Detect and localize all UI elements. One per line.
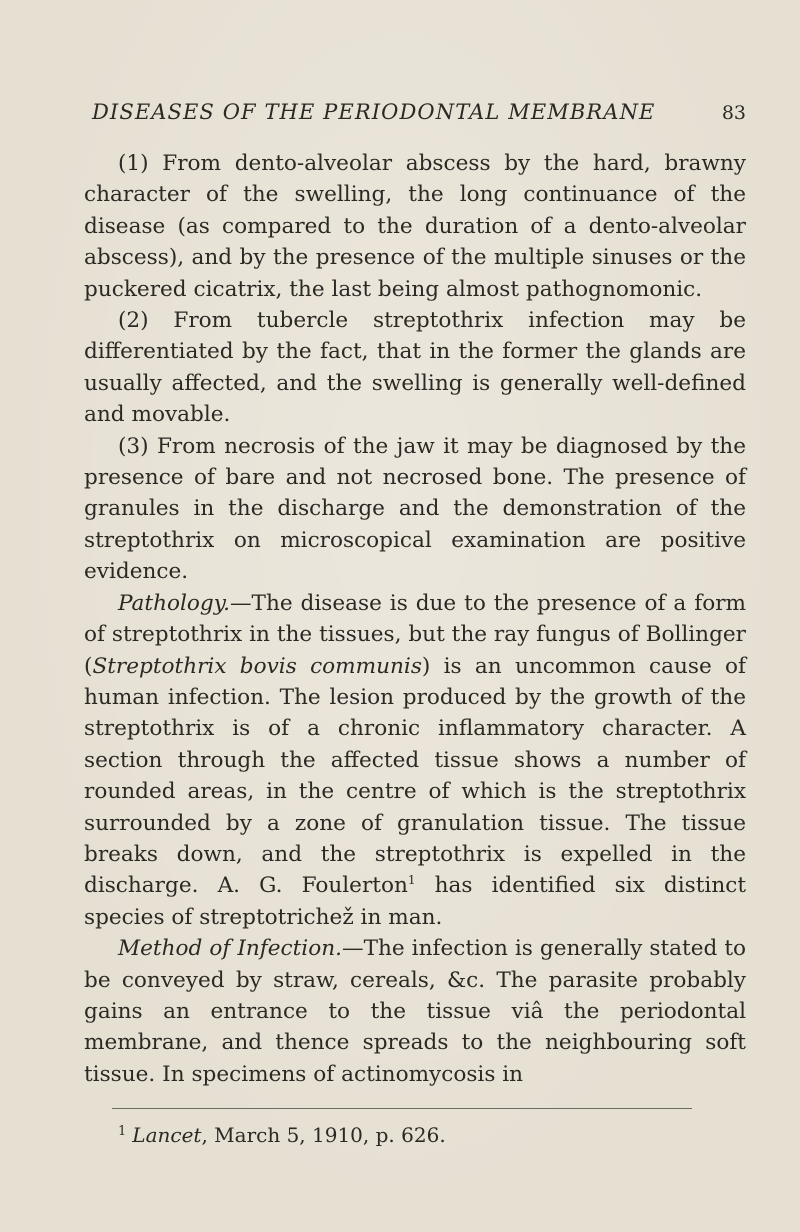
pathology-text-3: has identified six distinct species of streptotrichež in man. bbox=[84, 873, 747, 930]
body-text bbox=[84, 148, 746, 1090]
page-number: 83 bbox=[721, 102, 746, 124]
section-heading-method: Method of Infection. bbox=[118, 936, 342, 962]
paragraph-pathology bbox=[84, 588, 746, 933]
paragraph-dento-alveolar: (1) From dento-alveolar abscess by the hard, brawny character of the swelling, the long continuance of the disease (as compared to the duration of a dento-alveolar abscess), and by the presence of the multiple sinuses or the puckered cicatrix, the last being almost pathognomonic. bbox=[84, 151, 746, 302]
paragraph-tubercle: (2) From tubercle streptothrix infection may be differentiated by the fact, that in the former the glands are usually affected, and the swelling is generally well-defined and movable. bbox=[84, 308, 746, 428]
pathology-text-2: ) is an uncommon cause of human infection. The lesion produced by the growth of the streptothrix is of a chronic inflammatory character. A section through the affected tissue shows a number of rounded areas, in the centre of which is the streptothrix surrounded by a zone of granulation tissue. The tissue breaks down, and the streptothrix is expelled in the discharge. A. G. Foulerton bbox=[84, 653, 746, 899]
pathology-text-1: —The disease is due to the presence of a form of streptothrix in the tissues, but the ray fungus of Bollinger ( bbox=[84, 590, 746, 679]
paragraph-method-of-infection bbox=[84, 933, 746, 1090]
footnote-marker: 1 bbox=[118, 1123, 127, 1139]
section-heading-pathology: Pathology. bbox=[118, 590, 230, 616]
method-text: —The infection is generally stated to be conveyed by straw, cereals, &c. The parasite probably gains an entrance to the tissue viâ the periodontal membrane, and thence spreads to the neighbouring soft tissue. In specimens of actinomycosis in bbox=[84, 936, 746, 1087]
running-head-title: DISEASES OF THE PERIODONTAL MEMBRANE bbox=[92, 100, 656, 124]
footnote-citation: , March 5, 1910, p. 626. bbox=[201, 1123, 446, 1148]
footnote-reference[interactable]: 1 bbox=[407, 873, 416, 888]
species-name: Streptothrix bovis communis bbox=[92, 653, 422, 679]
footnote-journal: Lancet bbox=[132, 1123, 202, 1148]
footnote bbox=[118, 1121, 746, 1149]
footnote-divider bbox=[112, 1108, 692, 1109]
paragraph-necrosis: (3) From necrosis of the jaw it may be diagnosed by the presence of bare and not necrosed bone. The presence of granules in the discharge and the demonstration of the streptothrix on microscopical examination are positive evidence. bbox=[84, 433, 746, 585]
running-head bbox=[92, 100, 746, 124]
